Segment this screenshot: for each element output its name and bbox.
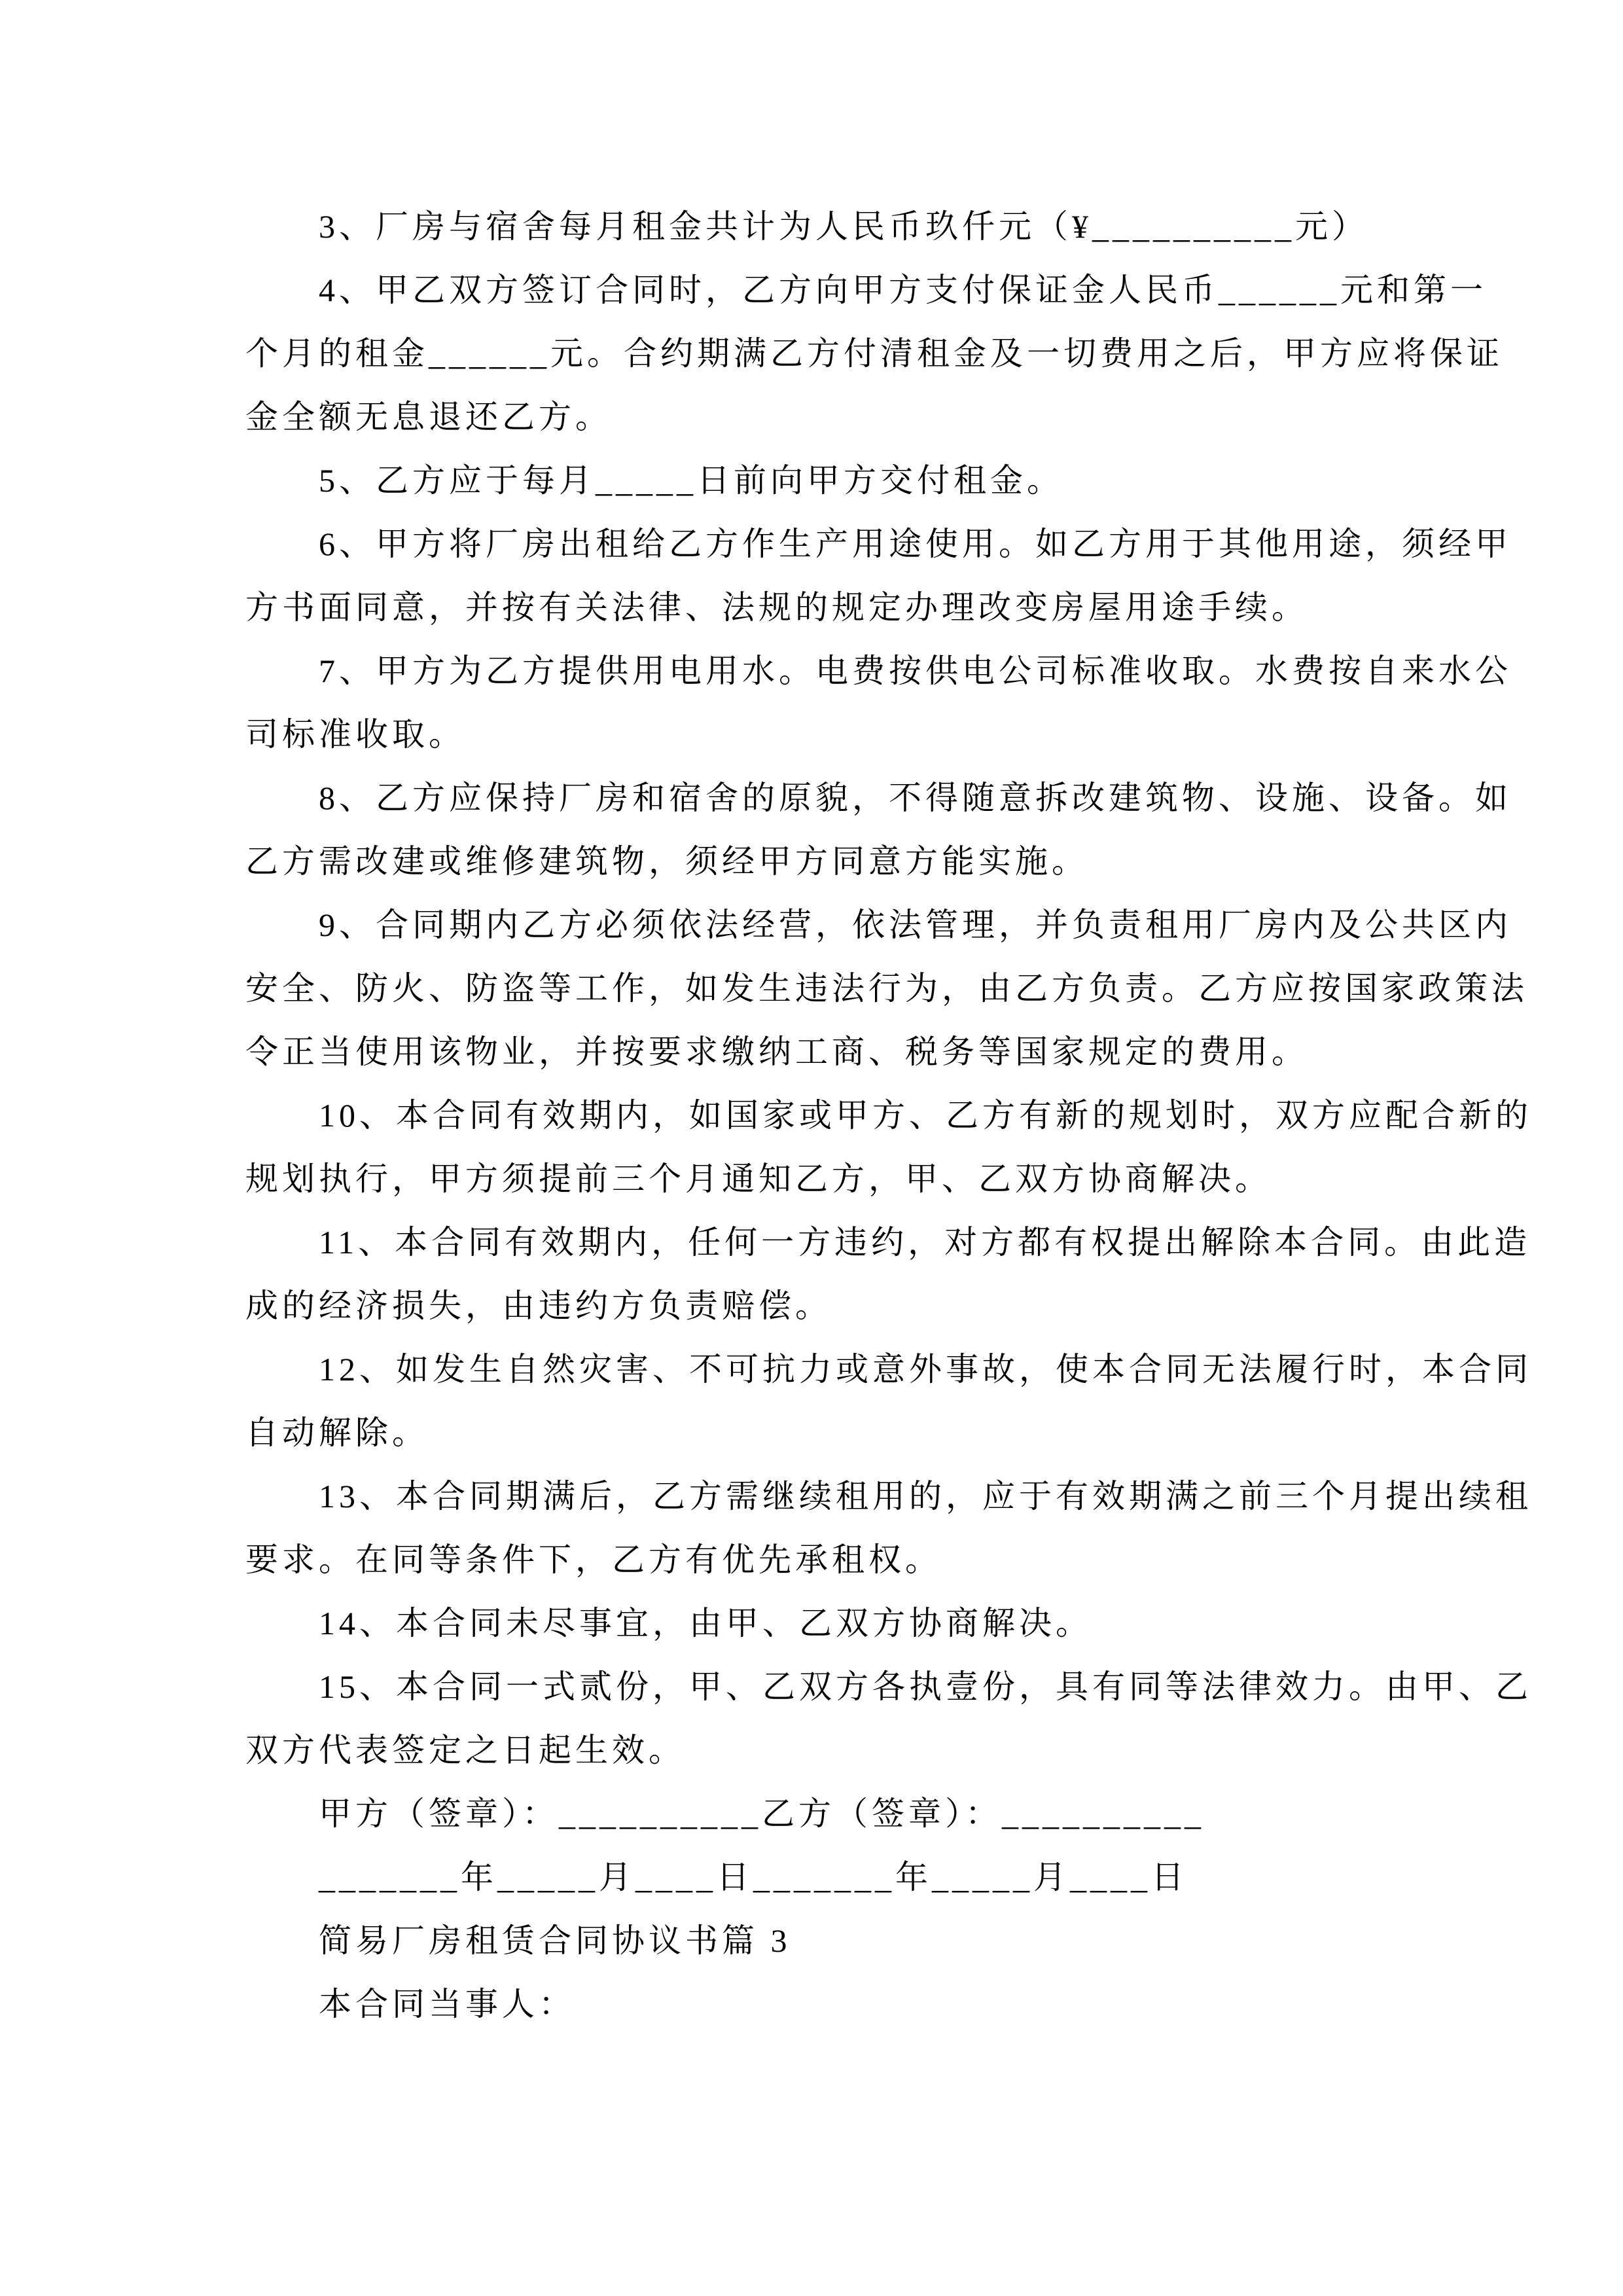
clause-13-line-2: 要求。在同等条件下，乙方有优先承租权。 (245, 1541, 942, 1578)
clause-7-line-1: 7、甲方为乙方提供用电用水。电费按供电公司标准收取。水费按自来水公 (319, 653, 1512, 689)
clause-11-line-1: 11、本合同有效期内，任何一方违约，对方都有权提出解除本合同。由此造 (319, 1224, 1531, 1261)
clause-13-line-1: 13、本合同期满后，乙方需继续租用的，应于有效期满之前三个月提出续租 (319, 1478, 1532, 1515)
clause-11-line-2: 成的经济损失，由违约方负责赔偿。 (245, 1287, 832, 1324)
parties-line: 本合同当事人： (319, 1986, 575, 2022)
clause-14: 14、本合同未尽事宜，由甲、乙双方协商解决。 (319, 1605, 1092, 1641)
date-line: _______年_____月____日_______年_____月____日 (319, 1859, 1188, 1895)
clause-10-line-1: 10、本合同有效期内，如国家或甲方、乙方有新的规划时，双方应配合新的 (319, 1097, 1532, 1134)
signature-line: 甲方（签章）：__________乙方（签章）：__________ (319, 1795, 1205, 1832)
clause-7-line-2: 司标准收取。 (245, 716, 465, 753)
clause-12-line-2: 自动解除。 (245, 1414, 429, 1451)
contract-body (245, 195, 1532, 2036)
clause-9-line-1: 9、合同期内乙方必须依法经营，依法管理，并负责租用厂房内及公共区内 (319, 906, 1512, 943)
clause-15-line-2: 双方代表签定之日起生效。 (245, 1732, 685, 1768)
clause-10-line-2: 规划执行，甲方须提前三个月通知乙方，甲、乙双方协商解决。 (245, 1160, 1272, 1197)
clause-8-line-2: 乙方需改建或维修建筑物，须经甲方同意方能实施。 (245, 843, 1088, 880)
clause-9-line-3: 令正当使用该物业，并按要求缴纳工商、税务等国家规定的费用。 (245, 1033, 1308, 1070)
clause-8-line-1: 8、乙方应保持厂房和宿舍的原貌，不得随意拆改建筑物、设施、设备。如 (319, 780, 1512, 816)
clause-3: 3、厂房与宿舍每月租金共计为人民币玖仟元（¥__________元） (319, 208, 1368, 245)
clause-6-line-2: 方书面同意，并按有关法律、法规的规定办理改变房屋用途手续。 (245, 589, 1308, 626)
clause-6-line-1: 6、甲方将厂房出租给乙方作生产用途使用。如乙方用于其他用途，须经甲 (319, 526, 1512, 562)
clause-12-line-1: 12、如发生自然灾害、不可抗力或意外事故，使本合同无法履行时，本合同 (319, 1351, 1532, 1388)
clause-15-line-1: 15、本合同一式贰份，甲、乙双方各执壹份，具有同等法律效力。由甲、乙 (319, 1668, 1532, 1705)
clause-4-line-2: 个月的租金______元。合约期满乙方付清租金及一切费用之后，甲方应将保证 (245, 335, 1503, 372)
clause-9-line-2: 安全、防火、防盗等工作，如发生违法行为，由乙方负责。乙方应按国家政策法 (245, 970, 1528, 1007)
clause-4-line-3: 金全额无息退还乙方。 (245, 399, 612, 435)
section-heading: 简易厂房租赁合同协议书篇 3 (319, 1922, 791, 1959)
clause-5: 5、乙方应于每月_____日前向甲方交付租金。 (319, 462, 1063, 499)
clause-4-line-1: 4、甲乙双方签订合同时，乙方向甲方支付保证金人民币______元和第一 (319, 272, 1487, 308)
